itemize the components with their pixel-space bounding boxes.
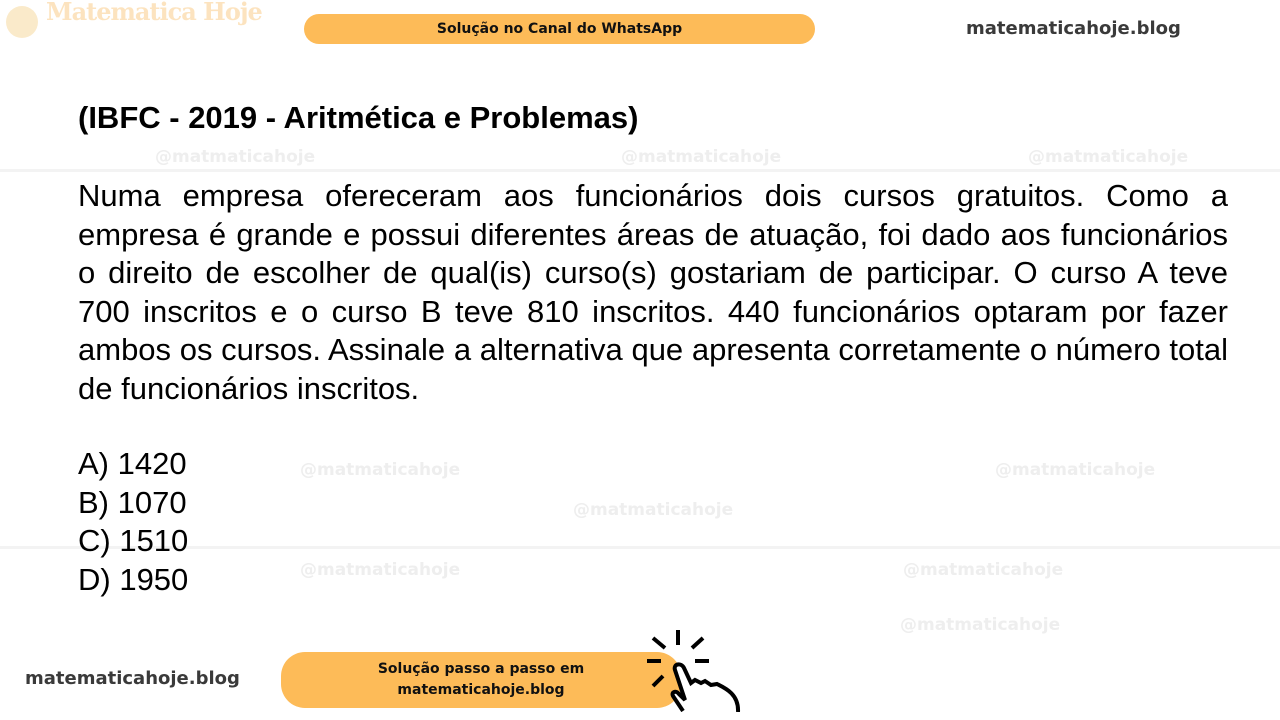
watermark: @matmaticahoje [621,147,782,167]
watermark: @matmaticahoje [573,500,734,520]
option-b[interactable]: B) 1070 [78,484,187,520]
options-list [78,445,188,599]
logo [4,0,294,50]
site-link-bottom[interactable]: matematicahoje.blog [25,668,240,689]
watermark: @matmaticahoje [155,147,316,167]
pointing-hand-click-icon [645,628,745,712]
divider [0,546,1280,549]
solution-line-1: Solução passo a passo em [377,661,585,677]
watermark: @matmaticahoje [1028,147,1189,167]
watermark: @matmaticahoje [300,460,461,480]
option-a[interactable]: A) 1420 [78,446,187,481]
watermark: @matmaticahoje [903,560,1064,580]
step-by-step-solution-button[interactable] [281,652,681,708]
logo-text: Matematica Hoje [46,0,262,26]
option-d[interactable]: D) 1950 [78,561,189,597]
question-body: Numa empresa ofereceram aos funcionários dois cursos gratuitos. Como a empresa é grande e possui diferentes áreas de atuação, foi dado aos funcionários o direito de escolher de qual(is) curso(s) gostariam de participar. O curso A teve 700 inscritos e o curso B teve 810 inscritos. 440 funcionários optaram por fazer ambos os cursos. Assinale a alternativa que apresenta corretamente o número total de funcionários inscritos. [78,178,1228,406]
site-link-top[interactable]: matematicahoje.blog [966,18,1181,39]
watermark: @matmaticahoje [995,460,1156,480]
divider [0,169,1280,172]
option-c[interactable]: C) 1510 [78,523,189,558]
watermark: @matmaticahoje [300,560,461,580]
store-icon [6,6,38,38]
question-title: (IBFC - 2019 - Aritmética e Problemas) [78,100,639,135]
solution-line-2: matematicahoje.blog [397,682,565,698]
watermark: @matmaticahoje [900,615,1061,635]
whatsapp-channel-button[interactable]: Solução no Canal do WhatsApp [304,14,815,44]
